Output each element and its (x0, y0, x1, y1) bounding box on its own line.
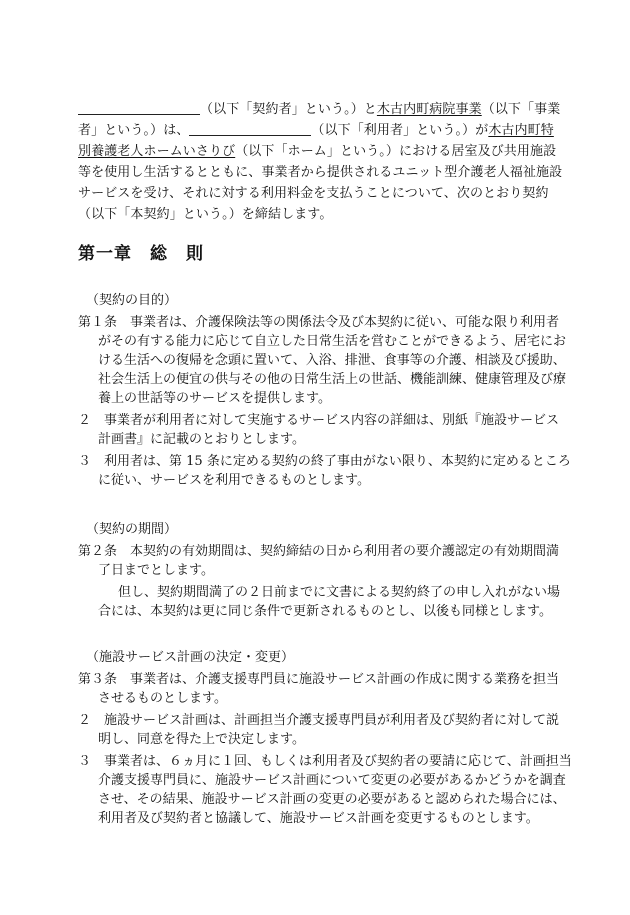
item-text: 事業者が利用者に対して実施するサービス内容の詳細は、別紙『施設サービス計画書』に記載のとおりとします。 (98, 413, 560, 447)
contractor-name-blank[interactable] (78, 100, 200, 115)
article-1-title: （契約の目的） (86, 293, 178, 308)
intro-text-4: （以下「ホーム」という。）における居室及び共用施設等を使用し生活するとともに、事業者から提供されるユニット型介護老人福祉施設サービスを受け、それに対する利用料金を支払うことについて、次のとおり契約（以下「本契約」という。）を締結します。 (78, 144, 563, 222)
item-number: ２ (78, 713, 92, 728)
chapter-heading (78, 245, 204, 264)
article-3-number: 第３条 (78, 672, 118, 687)
article-1-number: 第１条 (78, 315, 118, 330)
article-1-text: 事業者は、介護保険法等の関係法令及び本契約に従い、可能な限り利用者がその有する能力に応じて自立した日常生活を営むことができるよう、居宅における生活への復帰を念頭に置いて、入浴、排泄、食事等の介護、相談及び援助、社会生活上の便宜の供与その他の日常生活上の世話、機能訓練、健康管理及び療養上の世話等のサービスを提供します。 (98, 315, 567, 406)
article-3-item-3 (78, 752, 572, 828)
article-2-title: （契約の期間） (86, 522, 178, 537)
article-2-body (78, 542, 572, 580)
article-2-proviso: 但し、契約期間満了の２日前までに文書による契約終了の申し入れがない場合には、本契約は更に同じ条件で更新されるものとし、以後も同様とします。 (98, 585, 561, 619)
business-party-name: 木古内町病院事業 (376, 102, 482, 117)
intro-text-2: （以下「事業者」という。）は、 (78, 102, 561, 138)
user-name-blank[interactable] (189, 121, 311, 136)
item-number: ３ (78, 454, 92, 469)
article-1-item-2 (78, 411, 572, 449)
article-2-number: 第２条 (78, 544, 118, 559)
item-number: ３ (78, 754, 92, 769)
article-3-text: 事業者は、介護支援専門員に施設サービス計画の作成に関する業務を担当させるものとします。 (98, 672, 560, 706)
item-text: 利用者は、第 15 条に定める契約の終了事由がない限り、本契約に定めるところに従い、サービスを利用できるものとします。 (98, 454, 571, 488)
item-number: ２ (78, 413, 92, 428)
chapter-title: 総 則 (150, 244, 204, 264)
home-facility-name: 木古内町特別養護老人ホームいさりび (78, 123, 554, 159)
item-text: 事業者は、６ヵ月に１回、もしくは利用者及び契約者の要請に応じて、計画担当介護支援専門員に、施設サービス計画について変更の必要があるかどうかを調査させ、その結果、施設サービス計画の変更の必要があると認められた場合には、利用者及び契約者と協議して、施設サービス計画を変更するものとします。 (98, 754, 572, 826)
article-1-section (78, 291, 572, 493)
article-3-title: （施設サービス計画の決定・変更） (86, 650, 295, 665)
article-2-section (78, 520, 572, 624)
intro-text-1: （以下「契約者」という。）と (200, 102, 377, 117)
item-text: 施設サービス計画は、計画担当介護支援専門員が利用者及び契約者に対して説明し、同意を得た上で決定します。 (98, 713, 560, 747)
article-2-text: 本契約の有効期間は、契約締結の日から利用者の要介護認定の有効期間満了日までとします。 (98, 544, 560, 578)
article-3-section (78, 648, 572, 831)
chapter-number: 第一章 (78, 244, 132, 264)
intro-paragraph (78, 99, 564, 225)
article-3-item-2 (78, 711, 572, 749)
intro-text-3: （以下「利用者」という。）が (311, 123, 489, 138)
article-1-body (78, 313, 572, 408)
article-3-body (78, 670, 572, 708)
article-1-item-3 (78, 452, 572, 490)
